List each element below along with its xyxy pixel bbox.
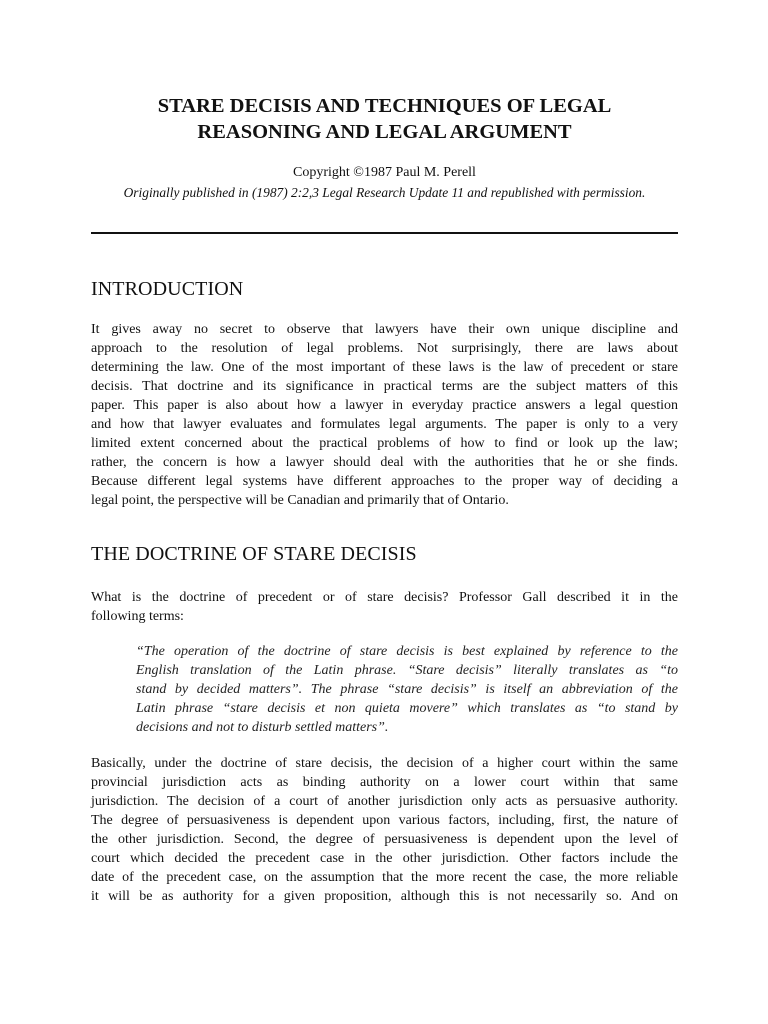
paragraph-line: date of the precedent case, on the assumption that the more recent the case, the more reliable: [91, 870, 678, 885]
document-title: [91, 93, 678, 145]
stare-decisis-intro-paragraph: [91, 588, 678, 626]
title-line: REASONING AND LEGAL ARGUMENT: [197, 121, 572, 143]
paragraph-line: approach to the resolution of legal problems. Not surprisingly, there are laws about: [91, 341, 678, 356]
paragraph-line: decisis. That doctrine and its significance in practical terms are the subject matters of this: [91, 379, 678, 394]
paragraph-line: legal point, the perspective will be Canadian and primarily that of Ontario.: [91, 493, 509, 508]
paragraph-line: rather, the concern is how a lawyer should deal with the authorities that he or she finds.: [91, 455, 678, 470]
paragraph-line: paper. This paper is also about how a lawyer in everyday practice answers a legal question: [91, 398, 678, 413]
paragraph-line: determining the law. One of the most important of these laws is the law of precedent or stare: [91, 360, 678, 375]
paragraph-line: The degree of persuasiveness is dependent upon various factors, including, first, the nature of: [91, 813, 678, 828]
paragraph-line: Because different legal systems have different approaches to the proper way of deciding a: [91, 474, 678, 489]
quote-line: Latin phrase “stare decisis et non quieta movere” which translates as “to stand by: [136, 701, 678, 716]
title-divider: [91, 232, 678, 234]
stare-decisis-body-paragraph: [91, 754, 678, 906]
section-heading-introduction: INTRODUCTION: [91, 278, 244, 300]
paragraph-line: following terms:: [91, 609, 184, 624]
introduction-paragraph: [91, 320, 678, 510]
copyright-line: Copyright ©1987 Paul M. Perell: [293, 165, 476, 180]
quote-line: “The operation of the doctrine of stare decisis is best explained by reference to the: [136, 644, 678, 659]
quote-line: English translation of the Latin phrase. “Stare decisis” literally translates as “to: [136, 663, 678, 678]
paragraph-line: provincial jurisdiction acts as binding authority on a lower court within that same: [91, 775, 678, 790]
paragraph-line: jurisdiction. The decision of a court of another jurisdiction only acts as persuasive authority.: [91, 794, 678, 809]
paragraph-line: limited extent concerned about the practical problems of how to find or look up the law;: [91, 436, 678, 451]
gall-quotation: [136, 642, 678, 737]
paragraph-line: court which decided the precedent case in the other jurisdiction. Other factors include the: [91, 851, 678, 866]
paragraph-line: and how that lawyer evaluates and formulates legal arguments. The paper is only to a very: [91, 417, 678, 432]
paragraph-line: What is the doctrine of precedent or of stare decisis? Professor Gall described it in the: [91, 590, 678, 605]
title-line: STARE DECISIS AND TECHNIQUES OF LEGAL: [157, 95, 612, 117]
quote-line: decisions and not to disturb settled matters”.: [136, 720, 389, 735]
paragraph-line: It gives away no secret to observe that lawyers have their own unique discipline and: [91, 322, 678, 337]
paragraph-line: it will be as authority for a given proposition, although this is not necessarily so. And on: [91, 889, 678, 904]
document-page: [91, 0, 678, 1024]
paragraph-line: the other jurisdiction. Second, the degree of persuasiveness is dependent upon the level of: [91, 832, 678, 847]
section-heading-stare-decisis: THE DOCTRINE OF STARE DECISIS: [91, 543, 417, 565]
publication-note: Originally published in (1987) 2:2,3 Legal Research Update 11 and republished with permission.: [123, 185, 646, 200]
paragraph-line: Basically, under the doctrine of stare decisis, the decision of a higher court within the same: [91, 756, 678, 771]
quote-line: stand by decided matters”. The phrase “stare decisis” is itself an abbreviation of the: [136, 682, 678, 697]
